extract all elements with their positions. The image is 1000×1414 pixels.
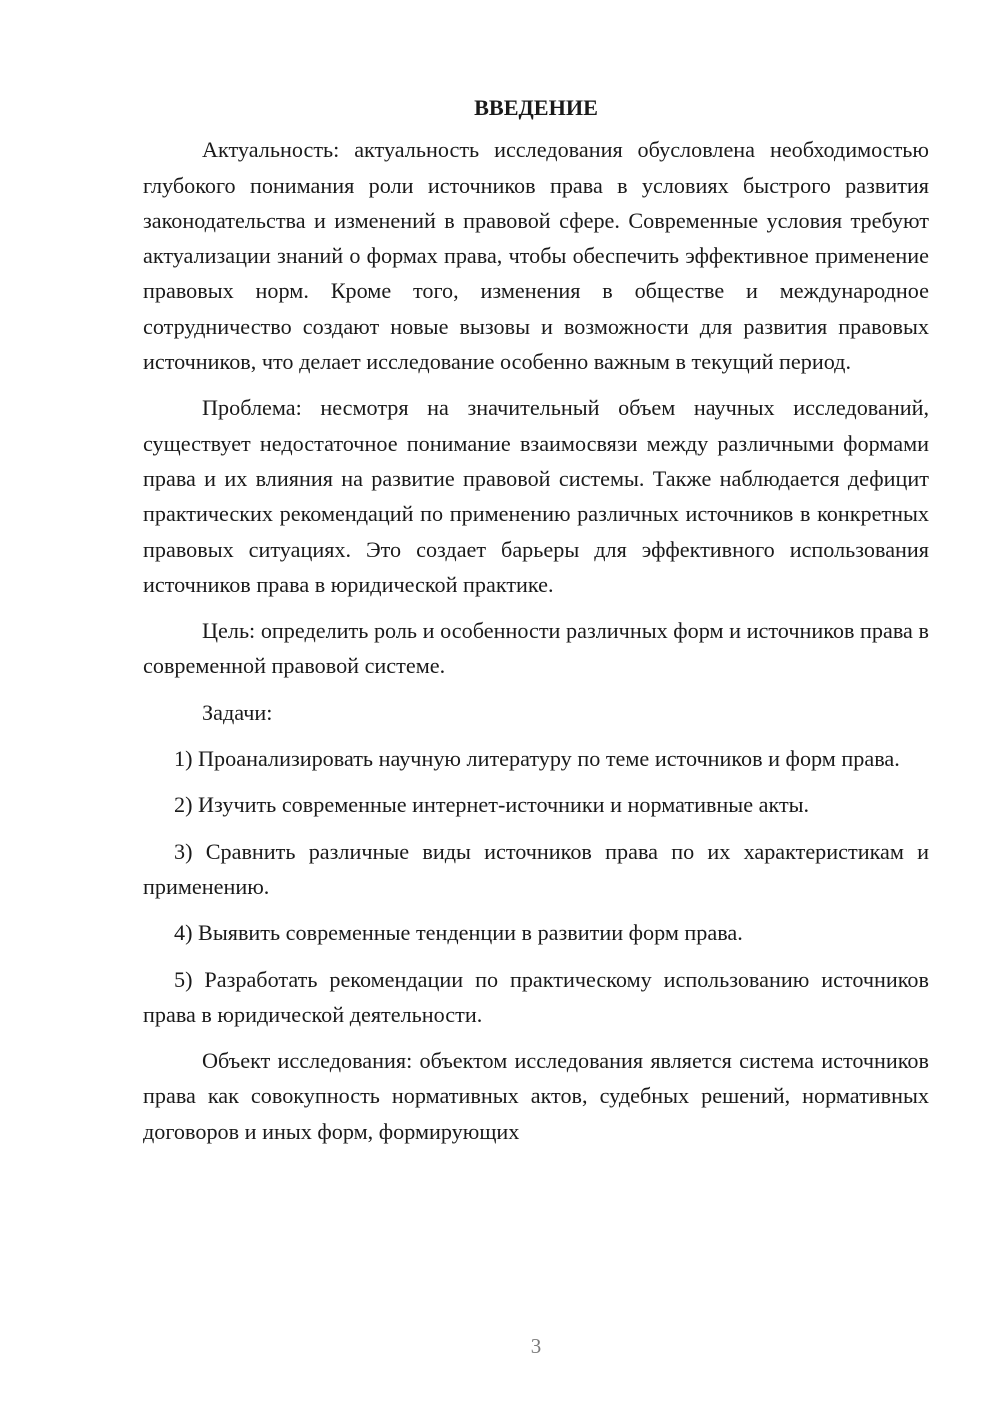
goal-paragraph: Цель: определить роль и особенности различных форм и источников права в современной правовой системе. [143, 618, 929, 679]
document-body [143, 90, 929, 1149]
task-item-2: 2) Изучить современные интернет-источники и нормативные акты. [174, 792, 810, 818]
task-item-4: 4) Выявить современные тенденции в развитии форм права. [174, 920, 743, 946]
tasks-heading: Задачи: [202, 699, 273, 725]
task-item-3: 3) Сравнить различные виды источников права по их характеристикам и применению. [143, 838, 929, 899]
object-paragraph: Объект исследования: объектом исследования является система источников права как совокупность нормативных актов, судебных решений, нормативных договоров и иных форм, формирующих [143, 1048, 929, 1144]
relevance-paragraph: Актуальность: актуальность исследования обусловлена необходимостью глубокого понимания роли источников права в условиях быстрого развития законодательства и изменений в правовой сфере. Современные условия требуют актуализации знаний о формах права, чтобы обеспечить эффективное применение правовых норм. Кроме того, изменения в обществе и международное сотрудничество создают новые вызовы и возможности для развития правовых источников, что делает исследование особенно важным в текущий период. [143, 137, 929, 375]
task-item-1: 1) Проанализировать научную литературу по теме источников и форм права. [174, 746, 900, 772]
page-number: 3 [530, 1334, 542, 1358]
task-item-5: 5) Разработать рекомендации по практическому использованию источников права в юридической деятельности. [143, 966, 929, 1027]
problem-paragraph: Проблема: несмотря на значительный объем научных исследований, существует недостаточное понимание взаимосвязи между различными формами права и их влияния на развитие правовой системы. Также наблюдается дефицит практических рекомендаций по применению различных источников в конкретных правовых ситуациях. Это создает барьеры для эффективного использования источников права в юридической практике. [143, 395, 929, 597]
page-title: ВВЕДЕНИЕ [474, 95, 598, 120]
